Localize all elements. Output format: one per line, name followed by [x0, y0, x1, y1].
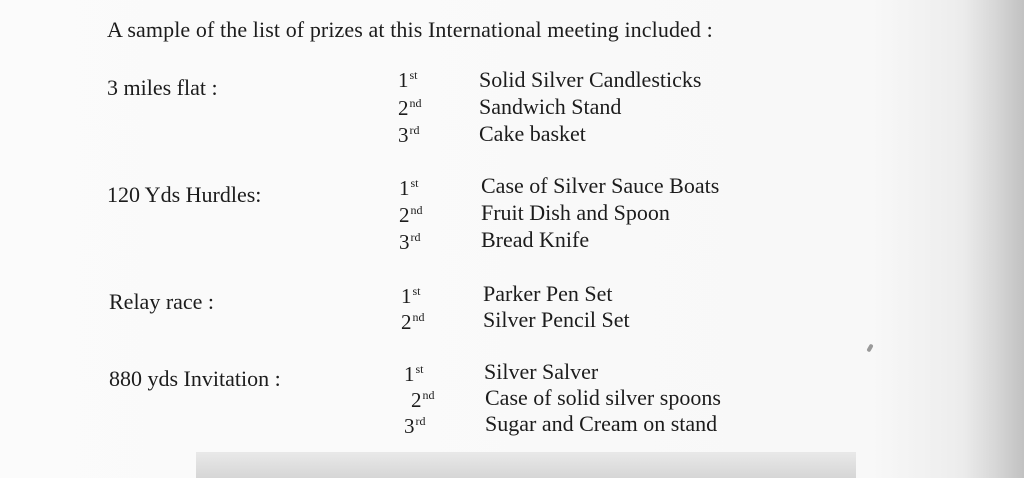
place-label: 3rd — [399, 230, 421, 254]
event-name-120-yds-hurdles: 120 Yds Hurdles: — [107, 182, 262, 207]
event-name-3-miles-flat: 3 miles flat : — [107, 75, 218, 100]
prize-item: Solid Silver Candlesticks — [479, 67, 702, 92]
prize-item: Bread Knife — [481, 227, 590, 252]
place-label: 2nd — [399, 203, 423, 227]
place-label: 2nd — [411, 388, 435, 412]
event-name-relay-race: Relay race : — [109, 289, 215, 314]
place-label: 1st — [399, 176, 419, 200]
page-edge-shadow — [964, 0, 1024, 478]
event-name-880-yds-invitation: 880 yds Invitation : — [109, 366, 281, 391]
place-label: 1st — [404, 362, 424, 386]
place-label: 1st — [398, 68, 418, 92]
intro-heading: A sample of the list of prizes at this International meeting included : — [107, 17, 713, 42]
prize-item: Cake basket — [479, 121, 586, 146]
prize-item: Sugar and Cream on stand — [485, 411, 718, 436]
place-label: 3rd — [404, 414, 426, 438]
place-label: 1st — [401, 284, 421, 308]
prize-item: Silver Salver — [484, 359, 599, 384]
ink-mark — [866, 344, 873, 353]
prize-item: Case of solid silver spoons — [485, 385, 721, 410]
prize-item: Silver Pencil Set — [483, 307, 630, 332]
place-label: 2nd — [398, 96, 422, 120]
place-label: 2nd — [401, 310, 425, 334]
prize-item: Fruit Dish and Spoon — [481, 200, 670, 225]
prize-item: Parker Pen Set — [483, 281, 613, 306]
prize-item: Case of Silver Sauce Boats — [481, 173, 720, 198]
bottom-image-edge — [196, 452, 856, 478]
place-label: 3rd — [398, 123, 420, 147]
prize-item: Sandwich Stand — [479, 94, 622, 119]
